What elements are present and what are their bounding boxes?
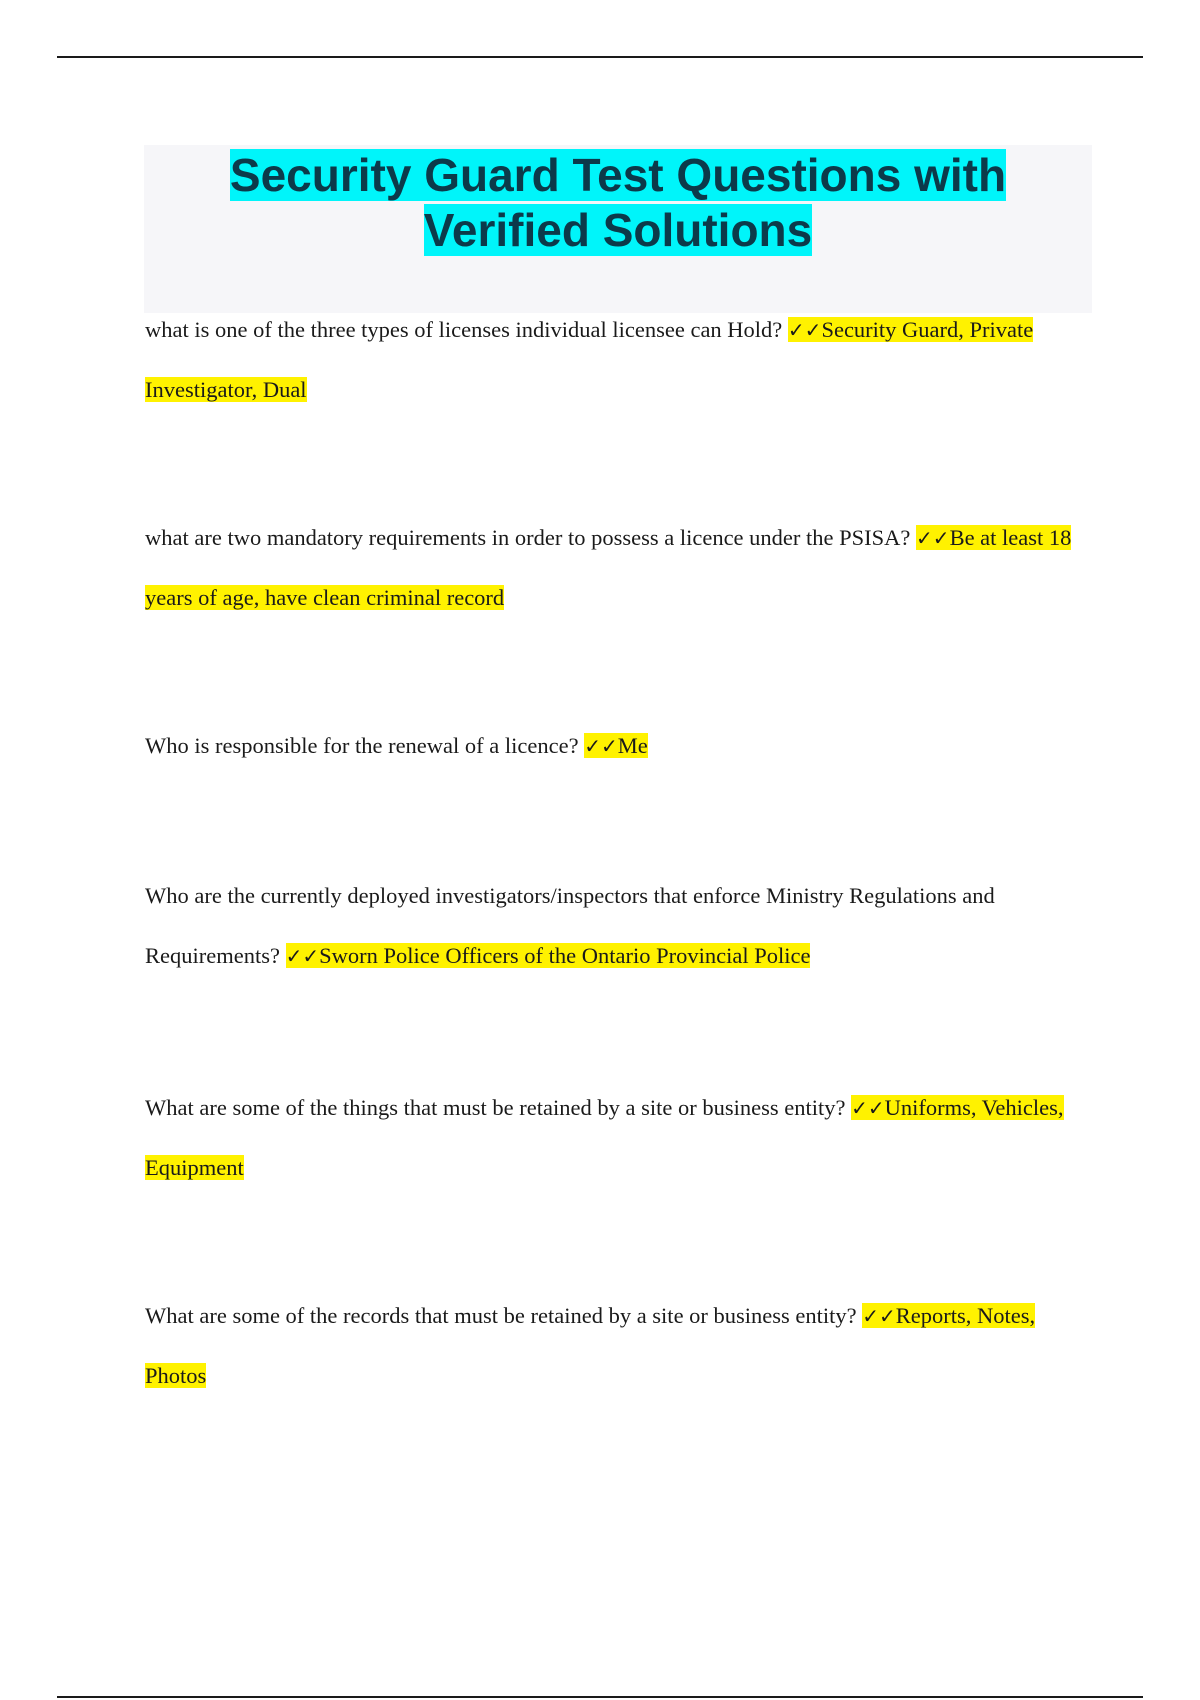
answer-highlight [584, 733, 648, 758]
top-rule [57, 56, 1143, 58]
qa-item [145, 1078, 1080, 1198]
title-banner [144, 145, 1092, 313]
title-line-1: Security Guard Test Questions with [229, 149, 1007, 201]
double-check-icon: ✓✓ [787, 318, 822, 342]
question-text: what are two mandatory requirements in order to possess a licence under the PSISA? [145, 525, 911, 550]
answer-text: Me [617, 733, 648, 758]
question-text: What are some of the records that must be retained by a site or business entity? [145, 1303, 857, 1328]
double-check-icon: ✓✓ [916, 526, 950, 550]
question-text: What are some of the things that must be retained by a site or business entity? [145, 1095, 846, 1120]
qa-item [145, 1286, 1080, 1406]
answer-highlight [286, 943, 811, 968]
answer-text: Sworn Police Officers of the Ontario Provincial Police [319, 943, 811, 968]
bottom-rule [57, 1696, 1143, 1698]
qa-item [145, 716, 1080, 776]
double-check-icon: ✓✓ [862, 1304, 896, 1328]
answer-text: Uniforms, Vehicles, Equipment [145, 1095, 1064, 1180]
double-check-icon: ✓✓ [851, 1096, 885, 1120]
question-text: Who are the currently deployed investigators/inspectors that enforce Ministry Regulations and Requirements? [145, 883, 995, 968]
qa-item [145, 508, 1080, 628]
answer-text: Security Guard, Private Investigator, Dual [145, 317, 1034, 402]
document-title [144, 145, 1092, 258]
double-check-icon: ✓✓ [285, 944, 320, 968]
answer-text: Reports, Notes, Photos [145, 1303, 1036, 1388]
qa-item [145, 866, 1080, 986]
qa-item [145, 300, 1080, 420]
double-check-icon: ✓✓ [584, 734, 618, 758]
title-line-2: Verified Solutions [423, 204, 813, 256]
question-text: Who is responsible for the renewal of a licence? [145, 733, 579, 758]
question-text: what is one of the three types of licenses individual licensee can Hold? [145, 317, 783, 342]
answer-text: Be at least 18 years of age, have clean criminal record [145, 525, 1072, 610]
